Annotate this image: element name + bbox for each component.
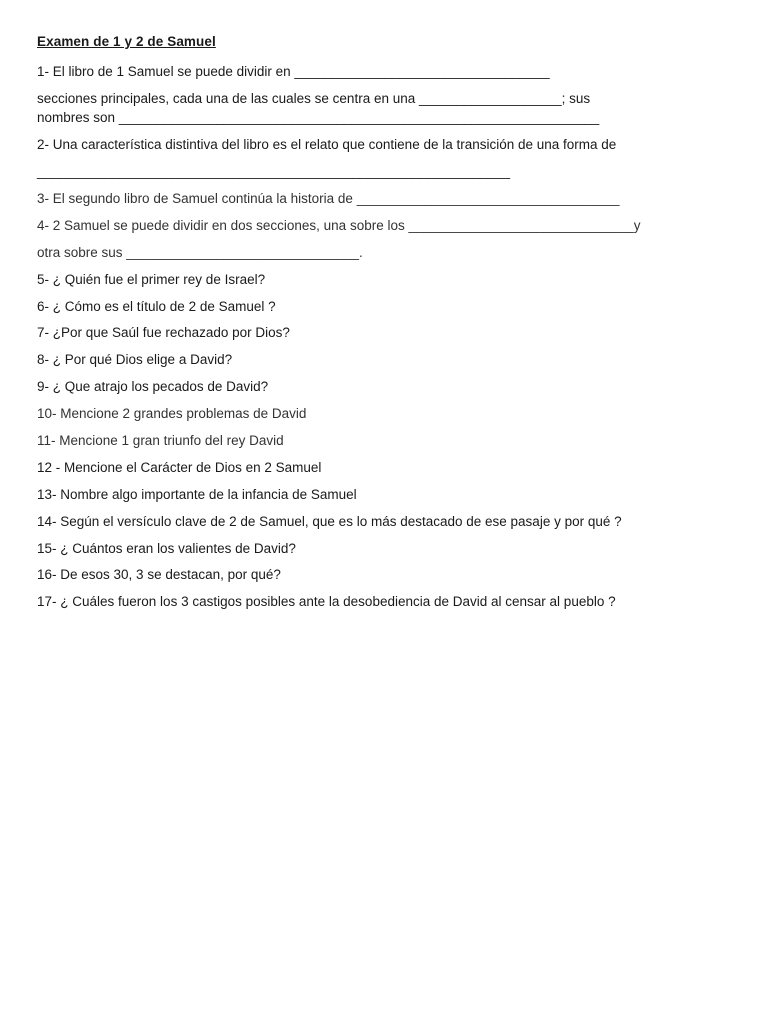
question-4-line-1: 4- 2 Samuel se puede dividir en dos secciones, una sobre los ______________________________y <box>37 218 641 233</box>
question-12: 12 - Mencione el Carácter de Dios en 2 Samuel <box>37 460 322 475</box>
question-9: 9- ¿ Que atrajo los pecados de David? <box>37 379 269 394</box>
question-1-line-2: secciones principales, cada una de las cuales se centra en una ___________________; sus <box>37 91 591 106</box>
question-16: 16- De esos 30, 3 se destacan, por qué? <box>37 567 281 582</box>
question-4-line-2: otra sobre sus _______________________________. <box>37 245 363 260</box>
question-13: 13- Nombre algo importante de la infancia de Samuel <box>37 487 357 502</box>
question-1-line-1: 1- El libro de 1 Samuel se puede dividir en __________________________________ <box>37 64 550 79</box>
question-8: 8- ¿ Por qué Dios elige a David? <box>37 352 233 367</box>
question-14: 14- Según el versículo clave de 2 de Samuel, que es lo más destacado de ese pasaje y por qué ? <box>37 514 622 529</box>
question-2-line-2: _______________________________________________________________ <box>37 164 511 179</box>
question-5: 5- ¿ Quién fue el primer rey de Israel? <box>37 272 266 287</box>
question-3: 3- El segundo libro de Samuel continúa la historia de ___________________________________ <box>37 191 620 206</box>
exam-title: Examen de 1 y 2 de Samuel <box>37 34 216 49</box>
question-17: 17- ¿ Cuáles fueron los 3 castigos posibles ante la desobediencia de David al censar al pueblo ? <box>37 594 616 609</box>
question-15: 15- ¿ Cuántos eran los valientes de David? <box>37 541 296 556</box>
question-6: 6- ¿ Cómo es el título de 2 de Samuel ? <box>37 299 276 314</box>
question-7: 7- ¿Por que Saúl fue rechazado por Dios? <box>37 325 290 340</box>
question-1-line-3: nombres son ________________________________________________________________ <box>37 110 600 125</box>
question-10: 10- Mencione 2 grandes problemas de David <box>37 406 307 421</box>
question-2-line-1: 2- Una característica distintiva del libro es el relato que contiene de la transición de una forma de <box>37 137 617 152</box>
question-11: 11- Mencione 1 gran triunfo del rey David <box>37 433 284 448</box>
